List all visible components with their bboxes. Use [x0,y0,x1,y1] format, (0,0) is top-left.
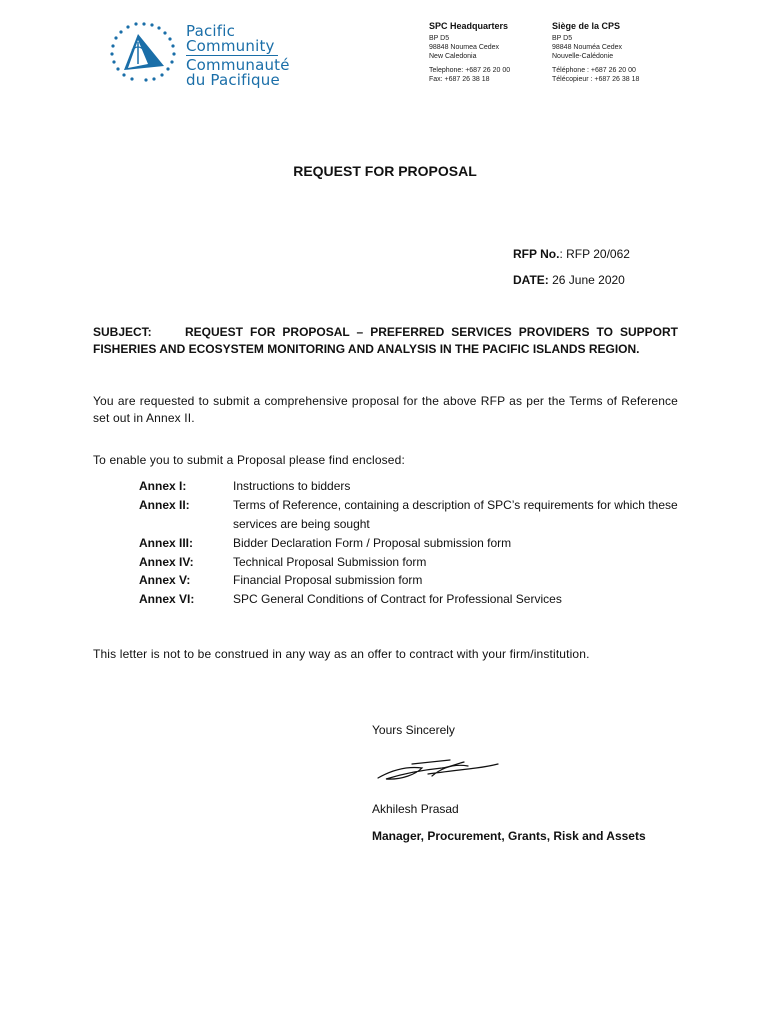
pacific-community-logo [108,18,288,88]
logo-text-fr-2: du Pacifique [186,71,280,89]
signer-name: Akhilesh Prasad [372,802,459,816]
annex-value: Financial Proposal submission form [233,573,423,587]
annex-value: Terms of Reference, containing a description of SPC’s requirements for which these services are being sought [233,498,678,531]
logo-text-fr-1: Communauté [186,56,290,74]
hq-fax-en: Fax: +687 26 38 18 [429,76,490,83]
annex-key: Annex II: [139,498,190,512]
hq-line3-en: New Caledonia [429,53,477,60]
annex-key: Annex I: [139,479,187,493]
hq-line2-fr: 98848 Nouméa Cedex [552,44,623,51]
hq-line1-fr: BP D5 [552,35,573,42]
handwritten-signature [372,752,502,786]
annex-key: Annex V: [139,573,191,587]
subject-text: REQUEST FOR PROPOSAL – PREFERRED SERVICES PROVIDERS TO SUPPORT FISHERIES AND ECOSYSTEM MONITORING AND ANALYSIS IN THE PACIFIC ISLANDS REGION. [93,325,678,356]
hq-address-fr [552,21,639,84]
date-value: 26 June 2020 [548,273,625,287]
hq-address-en [429,21,510,84]
logo-text-en-2: Community [186,37,275,55]
hq-line1-en: BP D5 [429,35,450,42]
annex-value: Instructions to bidders [233,479,351,493]
subject-block [93,324,678,358]
disclaimer-paragraph: This letter is not to be construed in any way as an offer to contract with your firm/institution. [93,647,590,661]
spc-emblem-icon [108,20,180,84]
hq-line3-fr: Nouvelle-Calédonie [552,53,614,60]
date-label: DATE: [513,273,549,287]
hq-phone-fr: Téléphone : +687 26 20 00 [552,67,636,74]
annex-key: Annex III: [139,536,194,550]
rfp-label: RFP No. [513,247,560,261]
signer-role: Manager, Procurement, Grants, Risk and Assets [372,829,646,843]
hq-title-en: SPC Headquarters [429,21,509,31]
annex-value: Bidder Declaration Form / Proposal submission form [233,536,512,550]
annex-value: Technical Proposal Submission form [233,555,427,569]
annex-key: Annex IV: [139,555,194,569]
rfp-number [513,247,630,261]
rfp-value: : RFP 20/062 [559,247,630,261]
hq-fax-fr: Télécopieur : +687 26 38 18 [552,76,640,83]
document-date [513,273,625,287]
hq-title-fr: Siège de la CPS [552,21,621,31]
hq-line2-en: 98848 Noumea Cedex [429,44,500,51]
document-title: REQUEST FOR PROPOSAL [293,163,477,179]
enclosed-line: To enable you to submit a Proposal please find enclosed: [93,453,405,467]
intro-paragraph: You are requested to submit a comprehensive proposal for the above RFP as per the Terms of Reference set out in Annex II. [93,394,678,425]
annex-value: SPC General Conditions of Contract for Professional Services [233,592,562,606]
subject-label: SUBJECT: [93,325,152,339]
hq-phone-en: Telephone: +687 26 20 00 [429,67,511,74]
logo-text-en-1: Pacific [186,22,236,40]
closing-text: Yours Sincerely [372,723,455,737]
annex-key: Annex VI: [139,592,195,606]
